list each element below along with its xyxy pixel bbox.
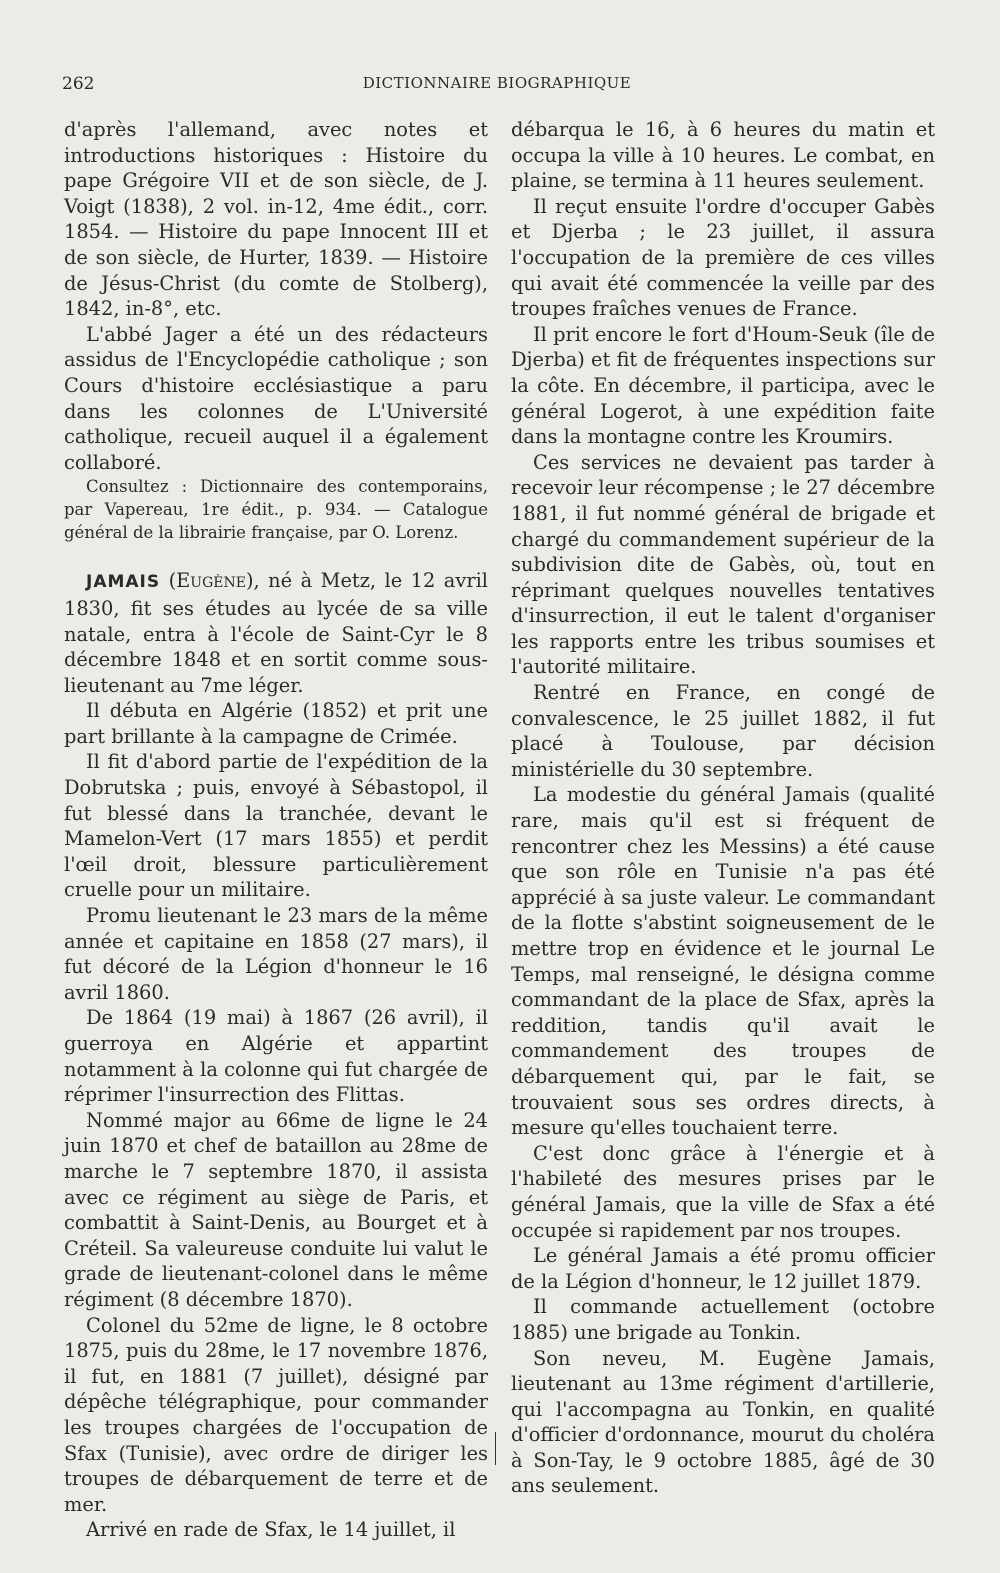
- paragraph: Colonel du 52me de ligne, le 8 octobre 1875, puis du 28me, le 17 novembre 1876, il fut, en 1881 (7 juillet), désigné par dépêche télégraphique, pour commander les troupes chargées de l'occupation de Sfax (Tunisie), avec ordre de diriger les troupes de débarquement de terre et de mer.: [64, 1313, 488, 1516]
- page-header: [62, 74, 932, 102]
- paragraph: Arrivé en rade de Sfax, le 14 juillet, il: [86, 1518, 456, 1542]
- reference-note: Consultez : Dictionnaire des contemporains, par Vapereau, 1re édit., p. 934. — Catalogue général de la librairie française, par O. Lorenz.: [64, 477, 488, 543]
- entry-gap: [64, 544, 488, 568]
- entry-intro: , né à Metz, le 12 avril 1830, fit ses études au lycée de sa ville natale, entra à l'école de Saint-Cyr le 8 décembre 1848 et en sortit comme sous-lieutenant au 7me léger.: [64, 569, 488, 697]
- paragraph: C'est donc grâce à l'énergie et à l'habileté des mesures prises par le général Jamais, que la ville de Sfax a été occupée si rapidement par nos troupes.: [511, 1141, 935, 1242]
- column-rule: [495, 1432, 496, 1465]
- paragraph: débarqua le 16, à 6 heures du matin et occupa la ville à 10 heures. Le combat, en plaine, se termina à 11 heures seulement.: [511, 118, 935, 193]
- paragraph: Rentré en France, en congé de convalescence, le 25 juillet 1882, il fut placé à Toulouse, par décision ministérielle du 30 septembre.: [511, 681, 935, 781]
- paragraph: Il reçut ensuite l'ordre d'occuper Gabès et Djerba ; le 23 juillet, il assura l'occupation de la première de ces villes qui avait été commencée la veille par des troupes fraîches venues de France.: [511, 194, 935, 321]
- paragraph: De 1864 (19 mai) à 1867 (26 avril), il guerroya en Algérie et appartint notamment à la colonne qui fut chargée de réprimer l'insurrection des Flittas.: [64, 1006, 488, 1107]
- paragraph: Son neveu, M. Eugène Jamais, lieutenant au 13me régiment d'artillerie, qui l'accompagna au Tonkin, en qualité d'officier d'ordonnance, mourut du choléra à Son-Tay, le 9 octobre 1885, âgé de 30 ans seulement.: [511, 1346, 935, 1498]
- paragraph: Il prit encore le fort d'Houm-Seuk (île de Djerba) et fit de fréquentes inspections sur la côte. En décembre, il participa, avec le général Logerot, à une expédition faite dans la montagne contre les Kroumirs.: [511, 322, 935, 449]
- paragraph: Il débuta en Algérie (1852) et prit une part brillante à la campagne de Crimée.: [64, 699, 488, 748]
- entry-heading-paragraph: [64, 568, 488, 698]
- paragraph: Ces services ne devaient pas tarder à recevoir leur récompense ; le 27 décembre 1881, il fut nommé général de brigade et chargé du commandement supérieur de la subdivision dite de Gabès, où, tout en réprimant quelques nouvelles tentatives d'insurrection, il eut le talent d'organiser les rapports entre les tribus soumises et l'autorité militaire.: [511, 450, 935, 679]
- paragraph: Il fit d'abord partie de l'expédition de la Dobrutska ; puis, envoyé à Sébastopol, il fut blessé dans la tranchée, devant le Mamelon-Vert (17 mars 1855) et perdit l'œil droit, blessure particulièrement cruelle pour un militaire.: [64, 750, 488, 902]
- right-column: [511, 117, 935, 1499]
- paragraph: La modestie du général Jamais (qualité rare, mais qu'il est si fréquent de rencontrer chez les Messins) a été cause que son rôle en Tunisie n'a pas été apprécié à sa juste valeur. Le commandant de la flotte s'abstint soigneusement de le mettre trop en évidence et le journal Le Temps, mal renseigné, le désigna comme commandant de la place de Sfax, après la reddition, tandis qu'il avait le commandement des troupes de débarquement qui, par le fait, se trouvaient sous ses ordres directs, à mesure qu'elles touchaient terre.: [511, 783, 935, 1140]
- left-column: [64, 117, 488, 1543]
- entry-firstname: (Eugène): [168, 569, 254, 593]
- paragraph: Le général Jamais a été promu officier de la Légion d'honneur, le 12 juillet 1879.: [511, 1244, 935, 1293]
- running-title: DICTIONNAIRE BIOGRAPHIQUE: [362, 74, 632, 92]
- paragraph: L'abbé Jager a été un des rédacteurs assidus de l'Encyclopédie catholique ; son Cours d'histoire ecclésiastique a paru dans les colonnes de L'Université catholique, recueil auquel il a également collaboré.: [64, 322, 488, 474]
- paragraph: Il commande actuellement (octobre 1885) une brigade au Tonkin.: [511, 1295, 935, 1344]
- paragraph: d'après l'allemand, avec notes et introductions historiques : Histoire du pape Grégoire VII et de son siècle, de J. Voigt (1838), 2 vol. in-12, 4me édit., corr. 1854. — Histoire du pape Innocent III et de son siècle, de Hurter, 1839. — Histoire de Jésus-Christ (du comte de Stolberg), 1842, in-8°, etc.: [64, 118, 488, 321]
- entry-headword: JAMAIS: [86, 572, 161, 593]
- page-number: 262: [62, 74, 95, 94]
- paragraph: Promu lieutenant le 23 mars de la même année et capitaine en 1858 (27 mars), il fut décoré de la Légion d'honneur le 16 avril 1860.: [64, 904, 488, 1004]
- paragraph: Nommé major au 66me de ligne le 24 juin 1870 et chef de bataillon au 28me de marche le 7 septembre 1870, il assista avec ce régiment au siège de Paris, et combattit à Saint-Denis, au Bourget et à Créteil. Sa valeureuse conduite lui valut le grade de lieutenant-colonel dans le même régiment (8 décembre 1870).: [64, 1108, 488, 1311]
